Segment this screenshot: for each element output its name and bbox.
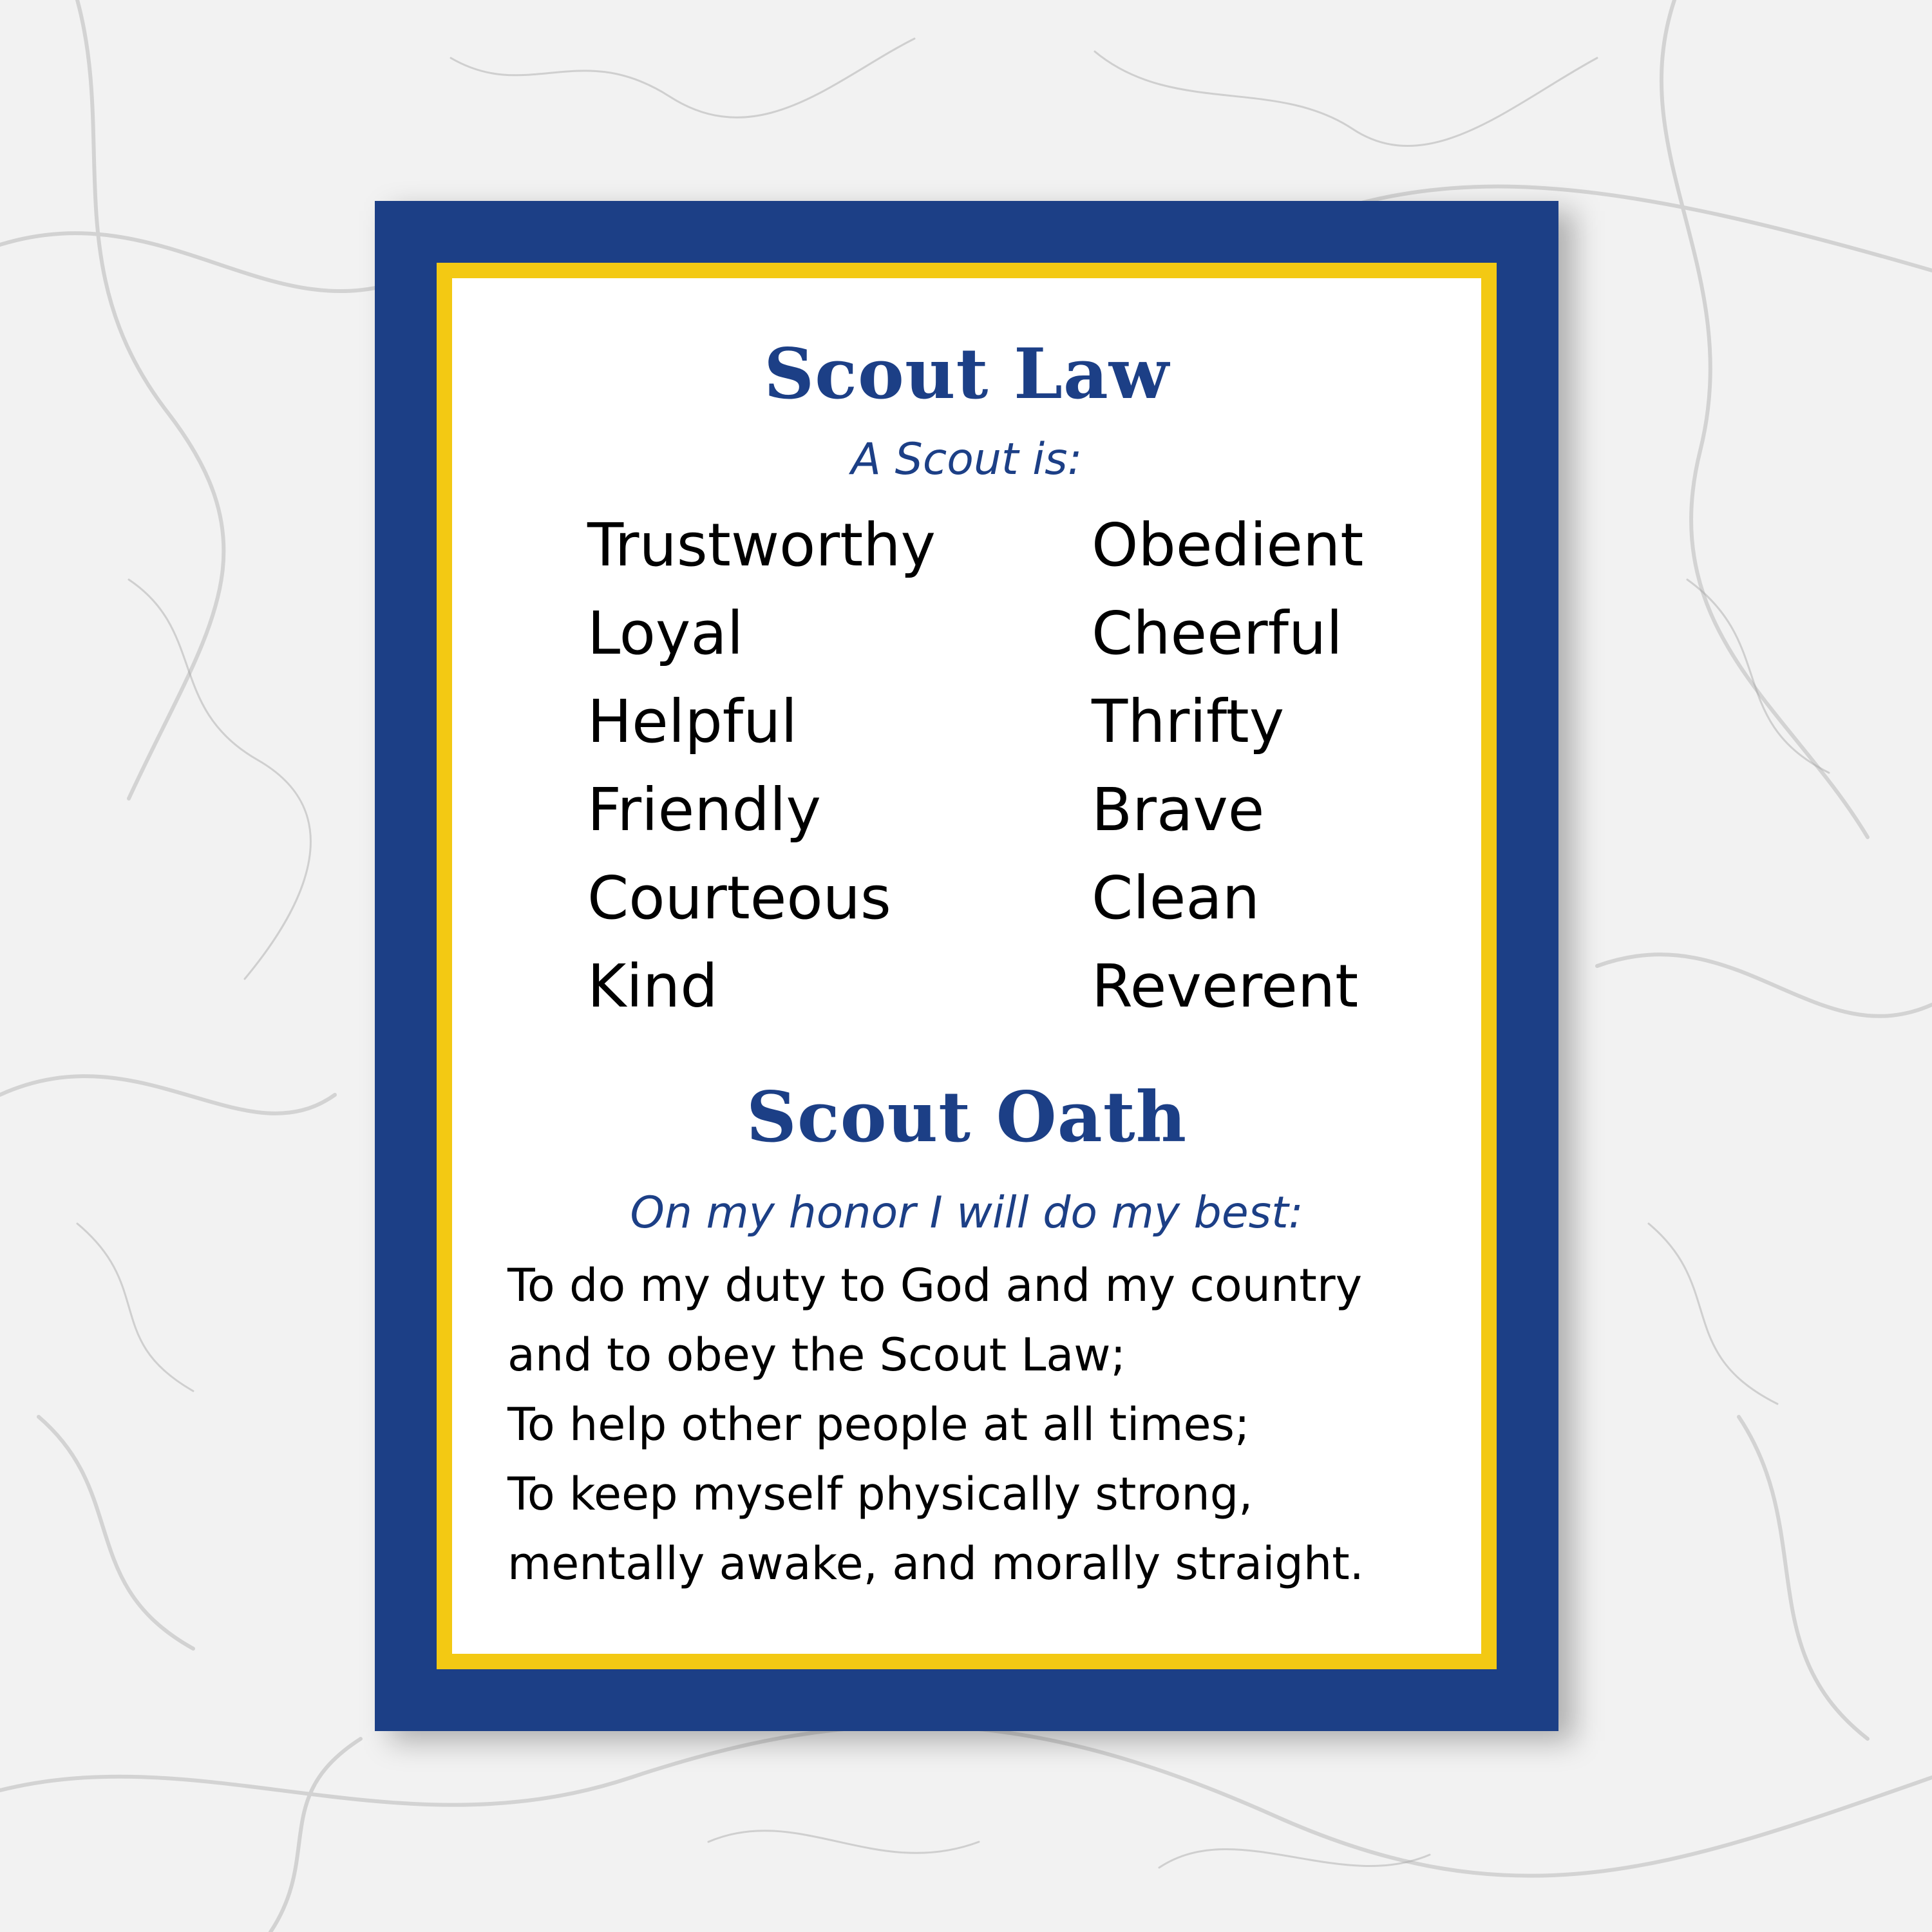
- law-point: Obedient: [1092, 511, 1364, 580]
- scout-oath-text: [507, 1251, 1364, 1598]
- law-point: Thrifty: [1092, 687, 1285, 756]
- law-point: Cheerful: [1092, 599, 1343, 668]
- law-point: Kind: [587, 952, 718, 1021]
- scout-law-intro: A Scout is:: [851, 434, 1083, 485]
- oath-line: mentally awake, and morally straight.: [507, 1537, 1364, 1590]
- scout-law-title: Scout Law: [764, 334, 1170, 415]
- oath-line: To help other people at all times;: [507, 1398, 1250, 1451]
- oath-line: To keep myself physically strong,: [507, 1468, 1253, 1520]
- scout-oath-intro: On my honor I will do my best:: [630, 1188, 1303, 1238]
- scout-card: [375, 201, 1558, 1731]
- oath-line: and to obey the Scout Law;: [507, 1329, 1126, 1381]
- law-point: Loyal: [587, 599, 744, 668]
- oath-line: To do my duty to God and my country: [507, 1259, 1363, 1312]
- law-point: Brave: [1092, 775, 1265, 844]
- law-point: Reverent: [1092, 952, 1359, 1021]
- scout-law-right-column: [1092, 501, 1363, 1030]
- law-point: Courteous: [587, 864, 891, 933]
- scout-oath-title: Scout Oath: [746, 1077, 1188, 1158]
- law-point: Helpful: [587, 687, 797, 756]
- law-point: Friendly: [587, 775, 821, 844]
- gold-border: [437, 263, 1497, 1669]
- law-point: Clean: [1092, 864, 1260, 933]
- law-point: Trustworthy: [587, 511, 936, 580]
- card-content: [452, 278, 1481, 1654]
- scout-law-left-column: [587, 501, 936, 1030]
